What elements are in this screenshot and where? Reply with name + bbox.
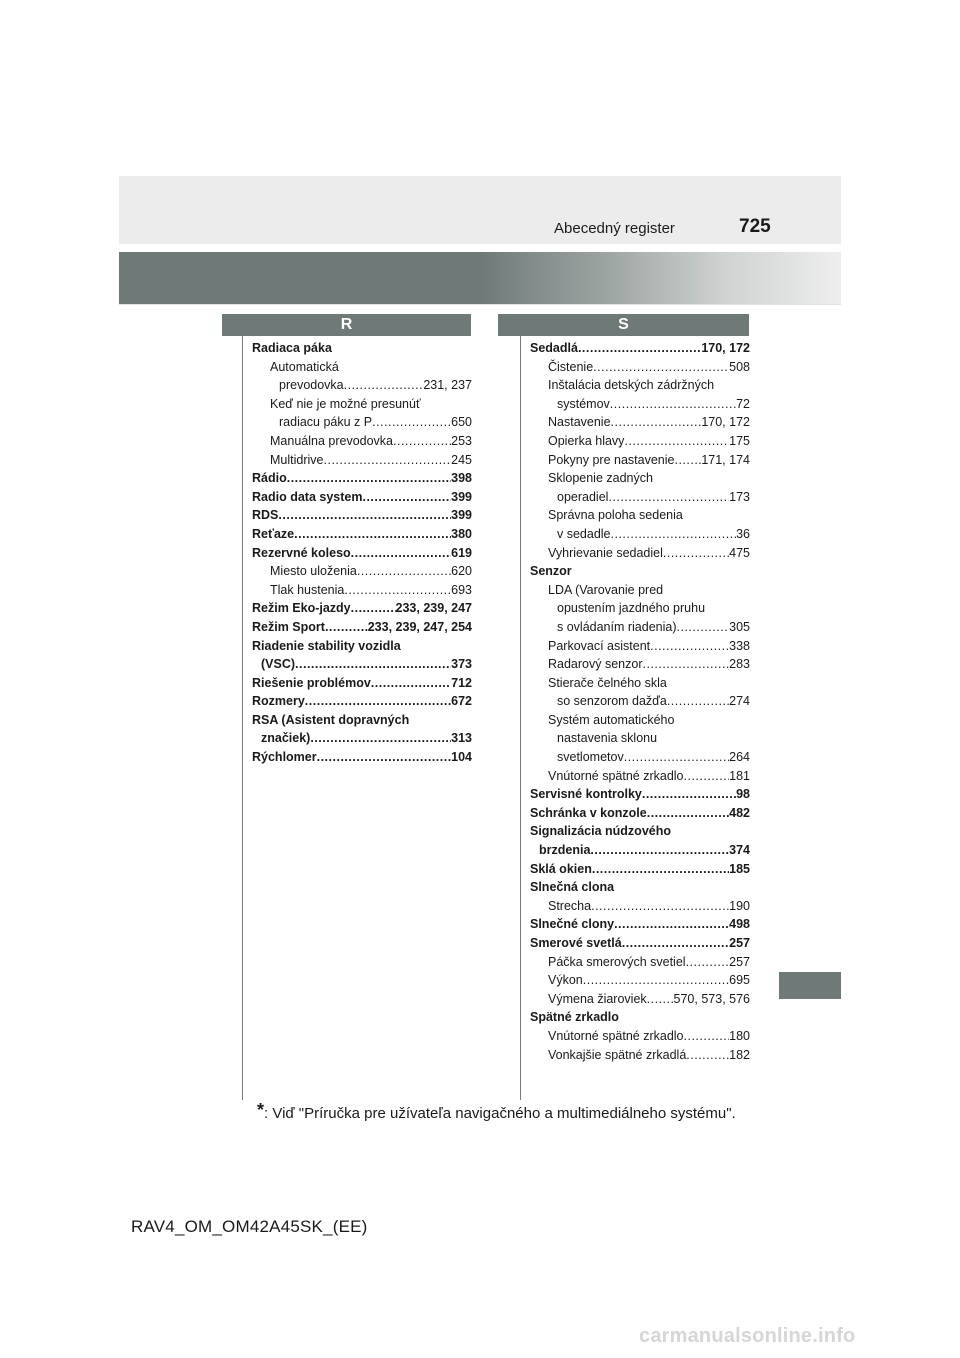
index-entry: [530, 469, 750, 488]
leader-dots: [393, 432, 451, 451]
entry-label: Miesto uloženia: [270, 564, 357, 579]
index-entry: [530, 637, 750, 656]
entry-page: 338: [729, 638, 750, 653]
entry-label: Rádio: [252, 471, 287, 486]
index-entry: [530, 971, 750, 990]
index-entry: [252, 544, 472, 563]
index-entry: [530, 544, 750, 563]
entry-page: 170, 172: [701, 415, 750, 430]
entry-page: 398: [451, 471, 472, 486]
index-entry: [252, 562, 472, 581]
index-entry: [252, 413, 472, 432]
entry-label: RSA (Asistent dopravných: [252, 712, 410, 727]
entry-page: 233, 239, 247: [395, 601, 472, 616]
leader-dots: [624, 432, 729, 451]
entry-page: 175: [729, 433, 750, 448]
entry-page: 170, 172: [701, 341, 750, 355]
entry-page: 399: [451, 508, 472, 523]
leader-dots: [622, 934, 729, 953]
leader-dots: [278, 506, 451, 525]
leader-dots: [294, 525, 451, 544]
leader-dots: [674, 451, 701, 470]
index-entry: [252, 692, 472, 711]
entry-label: Strecha: [548, 898, 592, 913]
leader-dots: [372, 413, 451, 432]
index-entry: [530, 1008, 750, 1027]
entry-label: Výmena žiaroviek: [548, 991, 647, 1006]
leader-dots: [608, 488, 729, 507]
entry-page: 245: [451, 452, 472, 467]
index-entry: [530, 655, 750, 674]
index-entry: [530, 692, 750, 711]
entry-page: 399: [451, 489, 472, 504]
index-entry: [252, 376, 472, 395]
entry-label: Smerové svetlá: [530, 936, 622, 950]
entry-label: Čistenie: [548, 359, 594, 374]
leader-dots: [610, 395, 736, 414]
leader-dots: [624, 748, 729, 767]
leader-dots: [593, 358, 729, 377]
leader-dots: [578, 339, 701, 358]
index-entry: [252, 599, 472, 618]
entry-label: (VSC): [261, 657, 296, 672]
leader-dots: [590, 841, 729, 860]
entry-page: 264: [729, 750, 750, 765]
index-entry: [252, 358, 472, 377]
entry-page: 185: [729, 861, 750, 876]
entry-label: Sedadlá: [530, 341, 578, 355]
entry-label: Signalizácia núdzového: [530, 824, 671, 839]
entry-page: 672: [451, 694, 472, 709]
index-entry: [530, 897, 750, 916]
index-entry: [530, 395, 750, 414]
leader-dots: [667, 692, 729, 711]
entry-page: 498: [729, 917, 750, 932]
entry-page: 253: [451, 433, 472, 448]
index-entry: [530, 618, 750, 637]
leader-dots: [324, 451, 452, 470]
entry-label: s ovládaním riadenia): [557, 619, 677, 634]
entry-label: Režim Eko-jazdy: [252, 601, 351, 616]
index-entry: [530, 785, 750, 804]
entry-page: 257: [729, 936, 750, 950]
leader-dots: [344, 376, 424, 395]
entry-page: 475: [729, 545, 750, 560]
leader-dots: [362, 488, 451, 507]
index-entry: [252, 581, 472, 600]
entry-label: radiacu páku z P: [279, 415, 373, 430]
entry-label: Opierka hlavy: [548, 433, 625, 448]
entry-page: 171, 174: [701, 452, 750, 467]
entry-page: 181: [729, 768, 750, 783]
leader-dots: [305, 692, 451, 711]
entry-label: Automatická: [270, 359, 339, 374]
leader-dots: [686, 953, 730, 972]
entry-label: Vyhrievanie sedadiel: [548, 545, 663, 560]
entry-label: Reťaze: [252, 526, 295, 541]
leader-dots: [686, 1046, 729, 1065]
leader-dots: [614, 915, 729, 934]
leader-dots: [583, 971, 729, 990]
index-entry: [530, 599, 750, 618]
leader-dots: [684, 767, 730, 786]
index-entry: [252, 339, 472, 358]
entry-label: Multidrive: [270, 452, 324, 467]
entry-label: systémov: [557, 396, 610, 411]
index-entry: [530, 413, 750, 432]
entry-page: 72: [736, 396, 750, 411]
entry-page: 305: [729, 619, 750, 634]
entry-label: Nastavenie: [548, 415, 611, 430]
leader-dots: [310, 729, 451, 748]
entry-label: Vonkajšie spätné zrkadlá: [548, 1047, 687, 1062]
entry-label: Parkovací asistent: [548, 638, 651, 653]
entry-page: 650: [451, 415, 472, 430]
divider: [119, 304, 841, 305]
index-entry: [252, 469, 472, 488]
index-entry: [530, 990, 750, 1009]
index-entry: [252, 674, 472, 693]
index-column-r: [242, 336, 472, 1100]
entry-label: Sklá okien: [530, 861, 592, 876]
leader-dots: [643, 655, 730, 674]
index-entry: [530, 860, 750, 879]
index-entry: [252, 451, 472, 470]
entry-label: Rezervné koleso: [252, 545, 351, 560]
index-entry: [530, 934, 750, 953]
index-entry: [530, 953, 750, 972]
leader-dots: [642, 785, 736, 804]
index-entry: [530, 339, 750, 358]
leader-dots: [344, 581, 451, 600]
entry-label: operadiel: [557, 489, 609, 504]
entry-page: 620: [451, 564, 472, 579]
entry-page: 173: [729, 489, 750, 504]
entry-label: Správna poloha sedenia: [548, 508, 683, 523]
entry-page: 104: [451, 750, 472, 765]
entry-page: 380: [451, 526, 472, 541]
entry-label: Riešenie problémov: [252, 675, 371, 690]
entry-label: Radio data system: [252, 489, 363, 504]
entry-label: Spätné zrkadlo: [530, 1010, 619, 1025]
index-entry: [530, 432, 750, 451]
index-entry: [252, 395, 472, 414]
index-entry: [530, 1046, 750, 1065]
index-entry: [252, 525, 472, 544]
entry-label: Tlak hustenia: [270, 582, 345, 597]
entry-label: nastavenia sklonu: [557, 731, 658, 746]
entry-label: RDS: [252, 508, 279, 523]
entry-label: Páčka smerových svetiel: [548, 954, 686, 969]
entry-page: 508: [729, 359, 750, 374]
chapter-tab: [779, 972, 841, 999]
entry-label: Výkon: [548, 973, 583, 988]
entry-page: 274: [729, 694, 750, 709]
entry-page: 693: [451, 582, 472, 597]
index-entry: [530, 915, 750, 934]
footnote: [257, 1100, 736, 1122]
entry-label: Keď nie je možné presunúť: [270, 396, 421, 411]
index-entry: [530, 581, 750, 600]
index-entry: [530, 451, 750, 470]
watermark: carmanualsonline.info: [639, 1325, 856, 1347]
leader-dots: [371, 674, 451, 693]
entry-label: Radiaca páka: [252, 341, 332, 355]
entry-page: 257: [729, 954, 750, 969]
entry-page: 712: [451, 675, 472, 690]
index-entry: [252, 488, 472, 507]
leader-dots: [611, 413, 702, 432]
entry-label: so senzorom dažďa: [557, 694, 667, 709]
index-entry: [530, 841, 750, 860]
entry-label: Slnečná clona: [530, 880, 615, 895]
leader-dots: [647, 990, 674, 1009]
section-heading-r: R: [222, 314, 471, 336]
entry-page: 190: [729, 898, 750, 913]
index-entry: [530, 525, 750, 544]
index-entry: [530, 1027, 750, 1046]
leader-dots: [351, 544, 451, 563]
entry-label: v sedadle: [557, 526, 611, 541]
index-entry: [252, 748, 472, 767]
entry-label: Schránka v konzole: [530, 805, 647, 820]
entry-page: 180: [729, 1028, 750, 1043]
entry-label: Systém automatického: [548, 712, 675, 727]
entry-page: 482: [729, 805, 750, 820]
index-entry: [530, 358, 750, 377]
entry-page: 283: [729, 657, 750, 672]
entry-page: 231, 237: [423, 378, 472, 393]
entry-page: 695: [729, 973, 750, 988]
entry-label: Manuálna prevodovka: [270, 433, 393, 448]
index-entry: [530, 562, 750, 581]
index-entry: [530, 711, 750, 730]
entry-page: 98: [736, 787, 750, 802]
entry-label: Senzor: [530, 564, 572, 579]
entry-label: Riadenie stability vozidla: [252, 638, 401, 653]
index-entry: [252, 711, 472, 730]
entry-label: brzdenia: [539, 843, 591, 858]
leader-dots: [591, 897, 729, 916]
entry-label: prevodovka: [279, 378, 344, 393]
entry-label: Rozmery: [252, 694, 305, 709]
entry-label: Vnútorné spätné zrkadlo: [548, 768, 684, 783]
index-entry: [530, 674, 750, 693]
index-entry: [530, 376, 750, 395]
index-entry: [530, 822, 750, 841]
leader-dots: [650, 637, 729, 656]
entry-page: 570, 573, 576: [673, 991, 750, 1006]
section-heading-s: S: [498, 314, 749, 336]
index-entry: [530, 767, 750, 786]
entry-label: LDA (Varovanie pred: [548, 582, 664, 597]
entry-page: 619: [451, 545, 472, 560]
entry-list: [530, 339, 750, 1064]
index-entry: [530, 804, 750, 823]
entry-label: Režim Sport: [252, 619, 325, 634]
entry-label: svetlometov: [557, 750, 624, 765]
entry-page: 36: [736, 526, 750, 541]
index-column-s: [520, 336, 750, 1100]
entry-label: Servisné kontrolky: [530, 787, 642, 802]
entry-label: Sklopenie zadných: [548, 471, 653, 486]
leader-dots: [357, 562, 451, 581]
page-number: 725: [739, 216, 771, 237]
leader-dots: [317, 748, 452, 767]
index-entry: [530, 488, 750, 507]
leader-dots: [325, 618, 368, 637]
entry-label: Pokyny pre nastavenie: [548, 452, 675, 467]
leader-dots: [611, 525, 737, 544]
leader-dots: [351, 599, 396, 618]
entry-label: Rýchlomer: [252, 750, 317, 765]
leader-dots: [592, 860, 729, 879]
leader-dots: [647, 804, 729, 823]
index-entry: [252, 729, 472, 748]
entry-page: 313: [451, 731, 472, 746]
entry-page: 374: [729, 843, 750, 858]
entry-page: 373: [451, 657, 472, 672]
entry-label: Slnečné clony: [530, 917, 615, 932]
index-entry: [530, 878, 750, 897]
footnote-text: : Viď "Príručka pre užívateľa navigačného a multimediálneho systému".: [264, 1105, 736, 1122]
leader-dots: [684, 1027, 730, 1046]
index-entry: [530, 506, 750, 525]
entry-label: opustením jazdného pruhu: [557, 601, 706, 616]
entry-page: 182: [729, 1047, 750, 1062]
entry-label: Vnútorné spätné zrkadlo: [548, 1028, 684, 1043]
index-entry: [252, 432, 472, 451]
leader-dots: [677, 618, 730, 637]
footnote-star: *: [257, 1100, 265, 1120]
entry-list: [252, 339, 472, 767]
manual-code: RAV4_OM_OM42A45SK_(EE): [131, 1217, 368, 1236]
entry-label: značiek): [261, 731, 311, 746]
entry-label: Stierače čelného skla: [548, 675, 667, 690]
leader-dots: [295, 655, 451, 674]
index-entry: [252, 618, 472, 637]
leader-dots: [663, 544, 729, 563]
entry-page: 233, 239, 247, 254: [367, 619, 472, 634]
entry-label: Inštalácia detských zádržných: [548, 378, 715, 393]
index-entry: [530, 748, 750, 767]
index-entry: [252, 637, 472, 656]
leader-dots: [287, 469, 451, 488]
index-entry: [252, 655, 472, 674]
index-entry: [530, 729, 750, 748]
header-band: [119, 176, 841, 244]
entry-label: Radarový senzor: [548, 657, 643, 672]
chapter-bar: [119, 252, 841, 304]
page-title: Abecedný register: [554, 220, 675, 237]
index-entry: [252, 506, 472, 525]
